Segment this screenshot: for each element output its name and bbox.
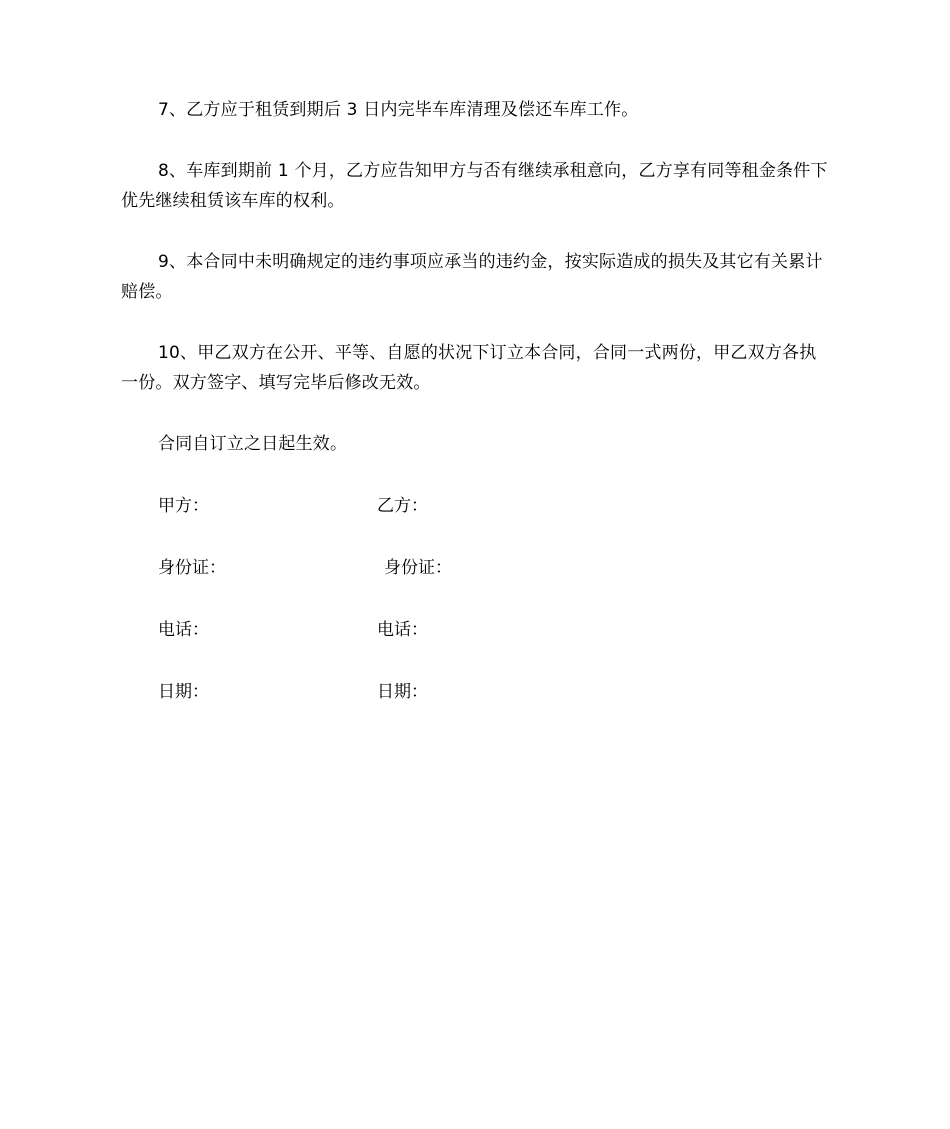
party-b-label: 乙方：	[377, 496, 428, 516]
clause-10: 10、甲乙双方在公开、平等、自愿的状况下订立本合同，合同一式两份，甲乙双方各执一份。双方签字、填写完毕后修改无效。	[121, 343, 817, 393]
effective-clause: 合同自订立之日起生效。	[158, 434, 348, 454]
phone-b-label: 电话：	[377, 620, 428, 640]
signature-row-id	[0, 553, 950, 583]
clause-8: 8、车库到期前 1 个月，乙方应告知甲方与否有继续承租意向，乙方享有同等租金条件下优先继续租赁该车库的权利。	[121, 161, 828, 211]
party-a-label: 甲方：	[158, 496, 209, 516]
date-a-label: 日期：	[158, 682, 209, 702]
clause-7: 7、乙方应于租赁到期后 3 日内完毕车库清理及偿还车库工作。	[158, 100, 639, 120]
signature-row-party	[0, 491, 950, 521]
signature-row-phone	[0, 615, 950, 645]
clause-9: 9、本合同中未明确规定的违约事项应承当的违约金，按实际造成的损失及其它有关累计赔偿。	[121, 252, 823, 302]
signature-row-date	[0, 677, 950, 707]
phone-a-label: 电话：	[158, 620, 209, 640]
id-b-label: 身份证：	[384, 558, 452, 578]
id-a-label: 身份证：	[158, 558, 226, 578]
date-b-label: 日期：	[377, 682, 428, 702]
